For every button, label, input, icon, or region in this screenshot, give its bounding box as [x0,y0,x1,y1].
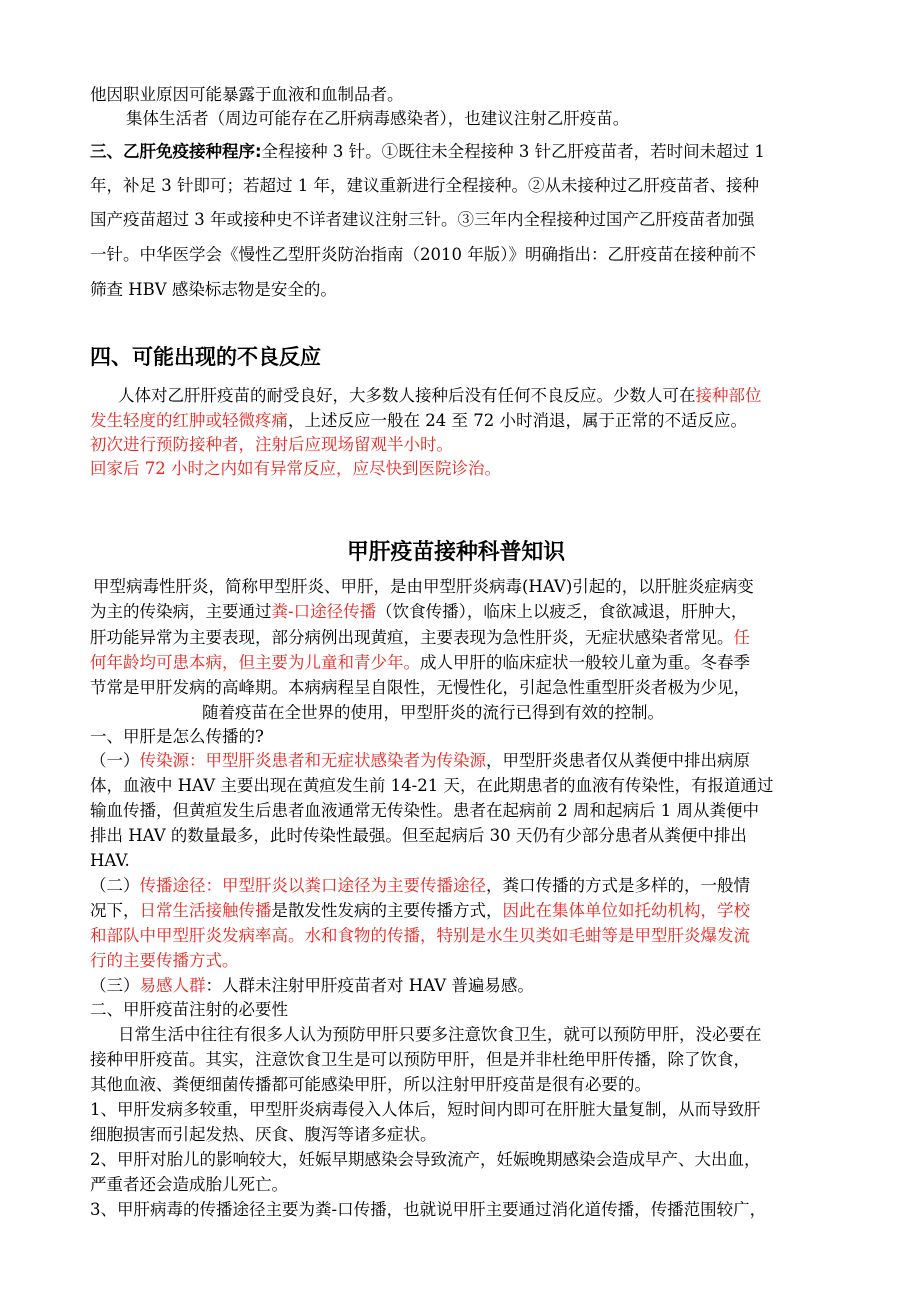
paragraph-line: 甲型病毒性肝炎，简称甲型肝炎、甲肝，是由甲型肝炎病毒(HAV)引起的，以肝脏炎症病变 [93,577,754,596]
paragraph-line: 输血传播，但黄疸发生后患者血液通常无传染性。患者在起病前 2 周和起病后 1 周从粪便中 [90,801,759,820]
paragraph-line: 排出 HAV 的数量最多，此时传染性最强。但至起病后 30 天仍有少部分患者从粪便中排出 [90,826,747,845]
paragraph-line: 行的主要传播方式。 [90,951,239,970]
list-item: 严重者还会造成胎儿死亡。 [90,1175,288,1194]
paragraph-line: 况下，日常生活接触传播是散发性发病的主要传播方式，因此在集体单位如托幼机构，学校 [90,901,750,920]
paragraph-line: （一）传染源：甲型肝炎患者和无症状感染者为传染源，甲型肝炎患者仅从粪便中排出病原 [90,751,750,770]
paragraph-line: 集体生活者（周边可能存在乙肝病毒感染者），也建议注射乙肝疫苗。 [126,109,630,128]
paragraph-line: 他因职业原因可能暴露于血液和血制品者。 [90,85,404,104]
paragraph-line: 人体对乙肝肝疫苗的耐受良好，大多数人接种后没有任何不良反应。少数人可在接种部位 [118,386,762,405]
paragraph-line: 节常是甲肝发病的高峰期。本病病程呈自限性，无慢性化，引起急性重型肝炎者极为少见， [90,678,750,697]
subheading: 一、甲肝是怎么传播的? [90,727,264,746]
paragraph-line: 和部队中甲型肝炎发病率高。水和食物的传播，特别是水生贝类如毛蚶等是甲型肝炎爆发流 [90,926,750,945]
section-heading: 三、乙肝免疫接种程序: [90,142,262,161]
list-item: 细胞损害而引起发热、厌食、腹泻等诸多症状。 [90,1125,437,1144]
paragraph-line: 接种甲肝疫苗。其实，注意饮食卫生是可以预防甲肝，但是并非杜绝甲肝传播，除了饮食， [90,1050,750,1069]
paragraph-line: 体，血液中 HAV 主要出现在黄疸发生前 14-21 天，在此期患者的血液有传染性，有报道通过 [90,776,774,795]
paragraph-line: 三、乙肝免疫接种程序:全程接种 3 针。①既往未全程接种 3 针乙肝疫苗者，若时间未超过 1 [90,142,765,161]
paragraph-line: 国产疫苗超过 3 年或接种史不详者建议注射三针。③三年内全程接种过国产乙肝疫苗者加强 [90,210,755,229]
paragraph-line: 筛查 HBV 感染标志物是安全的。 [90,280,337,299]
paragraph-line: HAV. [90,851,130,870]
paragraph-line: 肝功能异常为主要表现，部分病例出现黄疸，主要表现为急性肝炎，无症状感染者常见。任 [90,628,750,647]
paragraph-line: 年，补足 3 针即可；若超过 1 年，建议重新进行全程接种。②从未接种过乙肝疫苗者、接种 [90,176,759,195]
paragraph-line: 何年龄均可患本病，但主要为儿童和青少年。成人甲肝的临床症状一般较儿童为重。冬春季 [90,653,750,672]
list-item: 1、甲肝发病多较重，甲型肝炎病毒侵入人体后，短时间内即可在肝脏大量复制，从而导致肝 [90,1100,761,1119]
paragraph-line: 日常生活中往往有很多人认为预防甲肝只要多注意饮食卫生，就可以预防甲肝，没必要在 [118,1025,762,1044]
page-title: 甲肝疫苗接种科普知识 [346,540,566,565]
paragraph-line: 回家后 72 小时之内如有异常反应，应尽快到医院诊治。 [90,459,501,478]
paragraph-line: 发生轻度的红肿或轻微疼痛，上述反应一般在 24 至 72 小时消退，属于正常的不适反应。 [90,411,747,430]
paragraph-line: 初次进行预防接种者，注射后应现场留观半小时。 [90,435,453,454]
list-item: 2、甲肝对胎儿的影响较大，妊娠早期感染会导致流产，妊娠晚期感染会造成早产、大出血， [90,1150,761,1169]
paragraph-line: 为主的传染病，主要通过粪-口途径传播（饮食传播），临床上以疲乏，食欲减退，肝肿大， [90,602,748,621]
list-item: 3、甲肝病毒的传播途径主要为粪-口传播，也就说甲肝主要通过消化道传播，传播范围较广， [90,1200,767,1219]
paragraph-line: 一针。中华医学会《慢性乙型肝炎防治指南（2010 年版）》明确指出：乙肝疫苗在接种前不 [90,245,756,264]
paragraph-line: （三）易感人群：人群未注射甲肝疫苗者对 HAV 普遍易感。 [90,976,534,995]
paragraph-line: （二）传播途径：甲型肝炎以粪口途径为主要传播途径，粪口传播的方式是多样的，一般情 [90,876,750,895]
section-heading: 四、可能出现的不良反应 [90,345,321,369]
paragraph-line: 随着疫苗在全世界的使用，甲型肝炎的流行已得到有效的控制。 [202,703,664,722]
paragraph-line: 其他血液、粪便细菌传播都可能感染甲肝，所以注射甲肝疫苗是很有必要的。 [90,1075,651,1094]
subheading: 二、甲肝疫苗注射的必要性 [90,1000,288,1019]
